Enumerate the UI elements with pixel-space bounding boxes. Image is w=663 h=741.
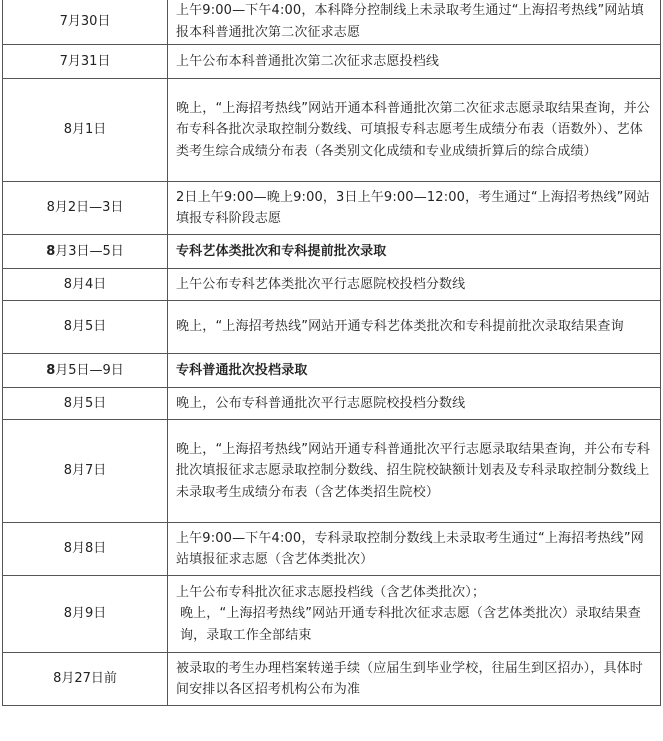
date-cell: 8月5日: [3, 388, 168, 420]
date-cell: 8月2日—3日: [3, 182, 168, 235]
date-cell: 8月7日: [3, 420, 168, 523]
section-row: [3, 354, 661, 388]
description-line: 上午公布专科批次征求志愿投档线（含艺体类批次）；: [176, 584, 486, 600]
description-cell: 上午9:00—下午4:00，本科降分控制线上未录取考生通过“上海招考热线”网站填报本科普通批次第二次征求志愿: [168, 0, 661, 45]
description-cell: 上午9:00—下午4:00，专科录取控制分数线上未录取考生通过“上海招考热线”网站填报征求志愿（含艺体类批次）: [168, 523, 661, 576]
table-row: [3, 301, 661, 354]
date-cell: [3, 354, 168, 388]
date-cell: 8月9日: [3, 576, 168, 653]
table-row: [3, 420, 661, 523]
section-heading: 专科普通批次投档录取: [168, 354, 661, 388]
date-cell: 8月8日: [3, 523, 168, 576]
description-cell: [168, 576, 661, 653]
table-row: [3, 653, 661, 706]
section-row: [3, 235, 661, 269]
date-cell: 7月30日: [3, 0, 168, 45]
table-row: [3, 269, 661, 301]
description-cell: 被录取的考生办理档案转递手续（应届生到毕业学校，往届生到区招办），具体时间安排以各区招考机构公布为准: [168, 653, 661, 706]
table-row: [3, 576, 661, 653]
table-row: [3, 182, 661, 235]
date-cell: 8月27日前: [3, 653, 168, 706]
section-heading: 专科艺体类批次和专科提前批次录取: [168, 235, 661, 269]
date-cell: 7月31日: [3, 45, 168, 79]
date-range: 月5日—9日: [55, 362, 124, 378]
description-cell: 2日上午9:00—晚上9:00，3日上午9:00—12:00，考生通过“上海招考热线”网站填报专科阶段志愿: [168, 182, 661, 235]
description-cell: 晚上，“上海招考热线”网站开通本科普通批次第二次征求志愿录取结果查询，并公布专科各批次录取控制分数线、可填报专科志愿考生成绩分布表（语数外）、艺体类考生综合成绩分布表（各类别文化成绩和专业成绩折算后的综合成绩）: [168, 79, 661, 182]
date-cell: 8月5日: [3, 301, 168, 354]
date-month-bold: 8: [46, 243, 56, 259]
table-row: [3, 45, 661, 79]
date-range: 月3日—5日: [55, 243, 124, 259]
description-cell: 上午公布专科艺体类批次平行志愿院校投档分数线: [168, 269, 661, 301]
description-cell: 上午公布本科普通批次第二次征求志愿投档线: [168, 45, 661, 79]
table-row: [3, 79, 661, 182]
schedule-table: [2, 0, 661, 706]
date-month-bold: 8: [46, 362, 56, 378]
date-cell: 8月4日: [3, 269, 168, 301]
table-row: [3, 0, 661, 45]
table-row: [3, 388, 661, 420]
description-cell: 晚上，“上海招考热线”网站开通专科普通批次平行志愿录取结果查询，并公布专科批次填报征求志愿录取控制分数线、招生院校缺额计划表及专科录取控制分数线上未录取考生成绩分布表（含艺体类招生院校）: [168, 420, 661, 523]
date-cell: [3, 235, 168, 269]
table-row: [3, 523, 661, 576]
description-line: 晚上，“上海招考热线”网站开通专科批次征求志愿（含艺体类批次）录取结果查询，录取工作全部结束: [180, 606, 641, 643]
description-cell: 晚上，“上海招考热线”网站开通专科艺体类批次和专科提前批次录取结果查询: [168, 301, 661, 354]
description-cell: 晚上，公布专科普通批次平行志愿院校投档分数线: [168, 388, 661, 420]
date-cell: 8月1日: [3, 79, 168, 182]
